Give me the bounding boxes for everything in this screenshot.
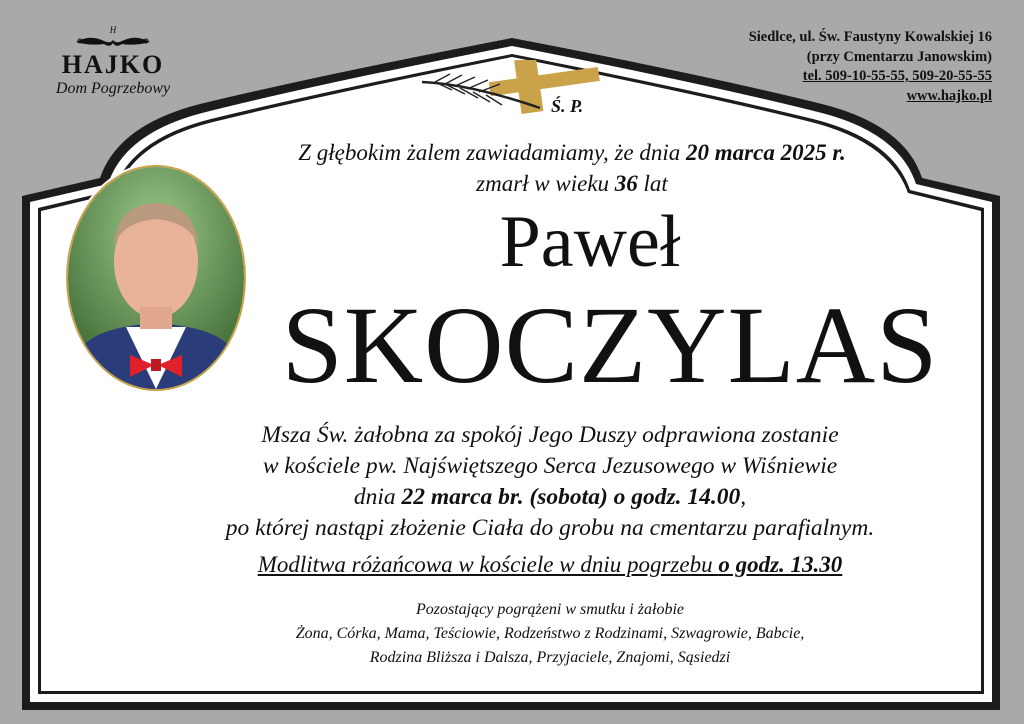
mass-datetime: 22 marca br. (sobota) o godz. 14.00 bbox=[401, 484, 741, 510]
mass-info bbox=[110, 420, 990, 544]
mass-line4: po której nastąpi złożenie Ciała do grobu na cmentarzu parafialnym. bbox=[225, 515, 875, 541]
first-name: Paweł bbox=[499, 201, 681, 283]
company-address bbox=[749, 28, 992, 106]
prayer-time: o godz. 13.30 bbox=[718, 552, 843, 577]
age: 36 bbox=[614, 171, 638, 196]
mourners-line1: Pozostający pogrążeni w smutku i żałobie bbox=[416, 601, 684, 618]
last-name: SKOCZYLAS bbox=[281, 284, 939, 406]
company-name: HAJKO bbox=[61, 50, 165, 79]
svg-text:H: H bbox=[109, 25, 117, 35]
mass-line2: w kościele pw. Najświętszego Serca Jezusowego w Wiśniewie bbox=[262, 453, 838, 479]
mass-line3 bbox=[110, 482, 990, 513]
announcement-line1 bbox=[120, 140, 1024, 166]
mourners-line2: Żona, Córka, Mama, Teściowie, Rodzeństwo z Rodzinami, Szwagrowie, Babcie, bbox=[295, 625, 805, 642]
phone-link[interactable]: tel. 509-10-55-55, 509-20-55-55 bbox=[802, 68, 992, 84]
mass-line3-prefix: dnia bbox=[353, 484, 402, 510]
announcement-line2 bbox=[120, 171, 1024, 197]
line1-prefix: Z głębokim żalem zawiadamiamy, że dnia bbox=[298, 140, 687, 165]
logo-ornament-icon bbox=[68, 24, 158, 50]
company-subtitle: Dom Pogrzebowy bbox=[55, 80, 171, 97]
address-line1: Siedlce, ul. Św. Faustyny Kowalskiej 16 bbox=[748, 29, 992, 45]
address-line2: (przy Cmentarzu Janowskim) bbox=[806, 48, 992, 65]
website-link[interactable]: www.hajko.pl bbox=[906, 87, 992, 104]
mass-line3-suffix: , bbox=[740, 484, 747, 510]
mass-line1: Msza Św. żałobna za spokój Jego Duszy odprawiona zostanie bbox=[261, 422, 839, 448]
prayer-text: Modlitwa różańcowa w kościele w dniu pogrzebu bbox=[257, 552, 719, 577]
mourners-line3: Rodzina Bliższa i Dalsza, Przyjaciele, Znajomi, Sąsiedzi bbox=[369, 649, 731, 666]
death-date: 20 marca 2025 r. bbox=[686, 140, 846, 165]
mourners bbox=[110, 598, 990, 670]
line2-prefix: zmarł w wieku bbox=[476, 171, 615, 196]
sp-label: Ś. P. bbox=[551, 96, 584, 116]
line2-suffix: lat bbox=[637, 171, 668, 196]
prayer-info bbox=[110, 552, 990, 578]
